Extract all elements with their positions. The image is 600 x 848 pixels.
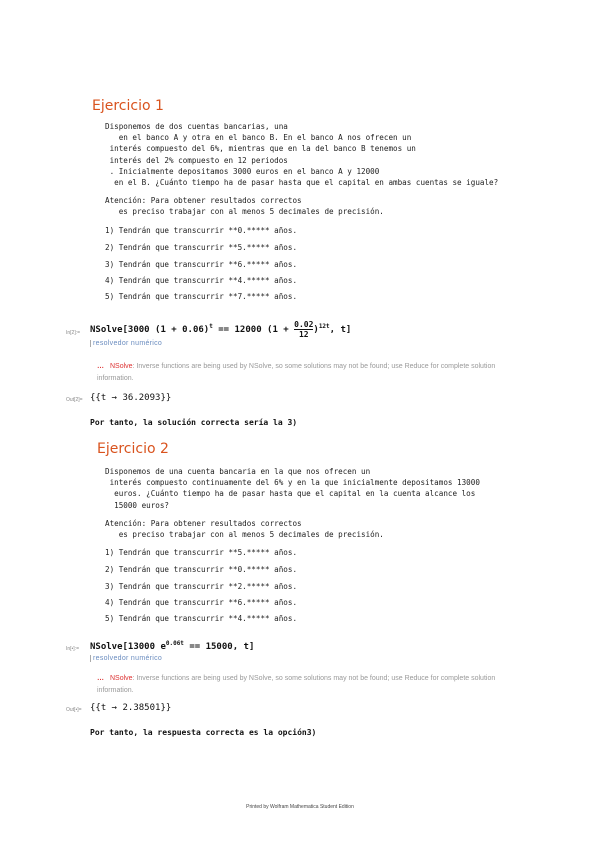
exercise-1-title: Ejercicio 1 [92,98,164,114]
input-label: In[2]:= [66,330,81,336]
option: 1) Tendrán que transcurrir **5.***** años. [105,548,298,557]
option: 3) Tendrán que transcurrir **6.***** años. [105,260,298,269]
option: 5) Tendrán que transcurrir **7.***** años. [105,292,298,301]
exercise-2-statement: Disponemos de una cuenta bancaria en la que nos ofrecen un interés compuesto continuamente del 6% y en la que inicialmente depositamos 13000 euros. ¿Cuánto tiempo ha de pasar hasta que el capital en la cuenta alcance los 15000 euros? [105,467,480,510]
option: 2) Tendrán que transcurrir **5.***** años. [105,243,298,252]
option: 3) Tendrán que transcurrir **2.***** años. [105,582,298,591]
autocomplete-hint[interactable]: resolvedor numérico [90,340,162,347]
nsolve-input-1[interactable]: NSolve[3000 $(1 + 0.06)^t == 12000$ (1 + $\frac{0.02}{12}$ )$^{12t}$, t] [90,320,352,339]
option: 4) Tendrán que transcurrir **4.***** años. [105,276,298,285]
nsolve-input-2[interactable]: NSolve[13000 $e^{0.06t} == 15000$, t] [90,640,255,652]
autocomplete-hint[interactable]: resolvedor numérico [90,655,162,662]
conclusion-2: Por tanto, la respuesta correcta es la opción3) [90,728,317,737]
output-label: Out[2]= [66,397,83,403]
nsolve-output-1: {{t → 36.2093}} [90,393,172,403]
exercise-2-attention: Atención: Para obtener resultados correctos es preciso trabajar con al menos 5 decimales de precisión. [105,519,384,540]
exercise-1-attention: Atención: Para obtener resultados correctos es preciso trabajar con al menos 5 decimales de precisión. [105,196,384,217]
conclusion-1: Por tanto, la solución correcta sería la 3) [90,418,298,427]
nsolve-output-2: {{t → 2.38501}} [90,703,172,713]
warning-message: … NSolve: Inverse functions are being used by NSolve, so some solutions may not be found; use Reduce for complete solution information. [97,675,496,694]
option: 4) Tendrán que transcurrir **6.***** años. [105,598,298,607]
message-dots-icon[interactable]: … [97,363,104,370]
print-footer: Printed by Wolfram Mathematica Student Edition [246,804,354,810]
warning-message: … NSolve: Inverse functions are being used by NSolve, so some solutions may not be found; use Reduce for complete solution information. [97,363,496,382]
input-label: In[•]:= [66,646,80,652]
option: 1) Tendrán que transcurrir **0.***** años. [105,226,298,235]
message-dots-icon[interactable]: … [97,675,104,682]
exercise-1-statement: Disponemos de dos cuentas bancarias, una en el banco A y otra en el banco B. En el banco A nos ofrecen un interés compuesto del 6%, mientras que en la del banco B tenemos un interés del 2% compuesto en 12 periodos . Inicialmente depositamos 3000 euros en el banco A y 12000 en el B. ¿Cuánto tiempo ha de pasar hasta que el capital en ambas cuentas se iguale? [105,122,499,188]
exercise-2-title: Ejercicio 2 [97,441,169,457]
option: 5) Tendrán que transcurrir **4.***** años. [105,614,298,623]
option: 2) Tendrán que transcurrir **0.***** años. [105,565,298,574]
output-label: Out[•]= [66,707,82,713]
